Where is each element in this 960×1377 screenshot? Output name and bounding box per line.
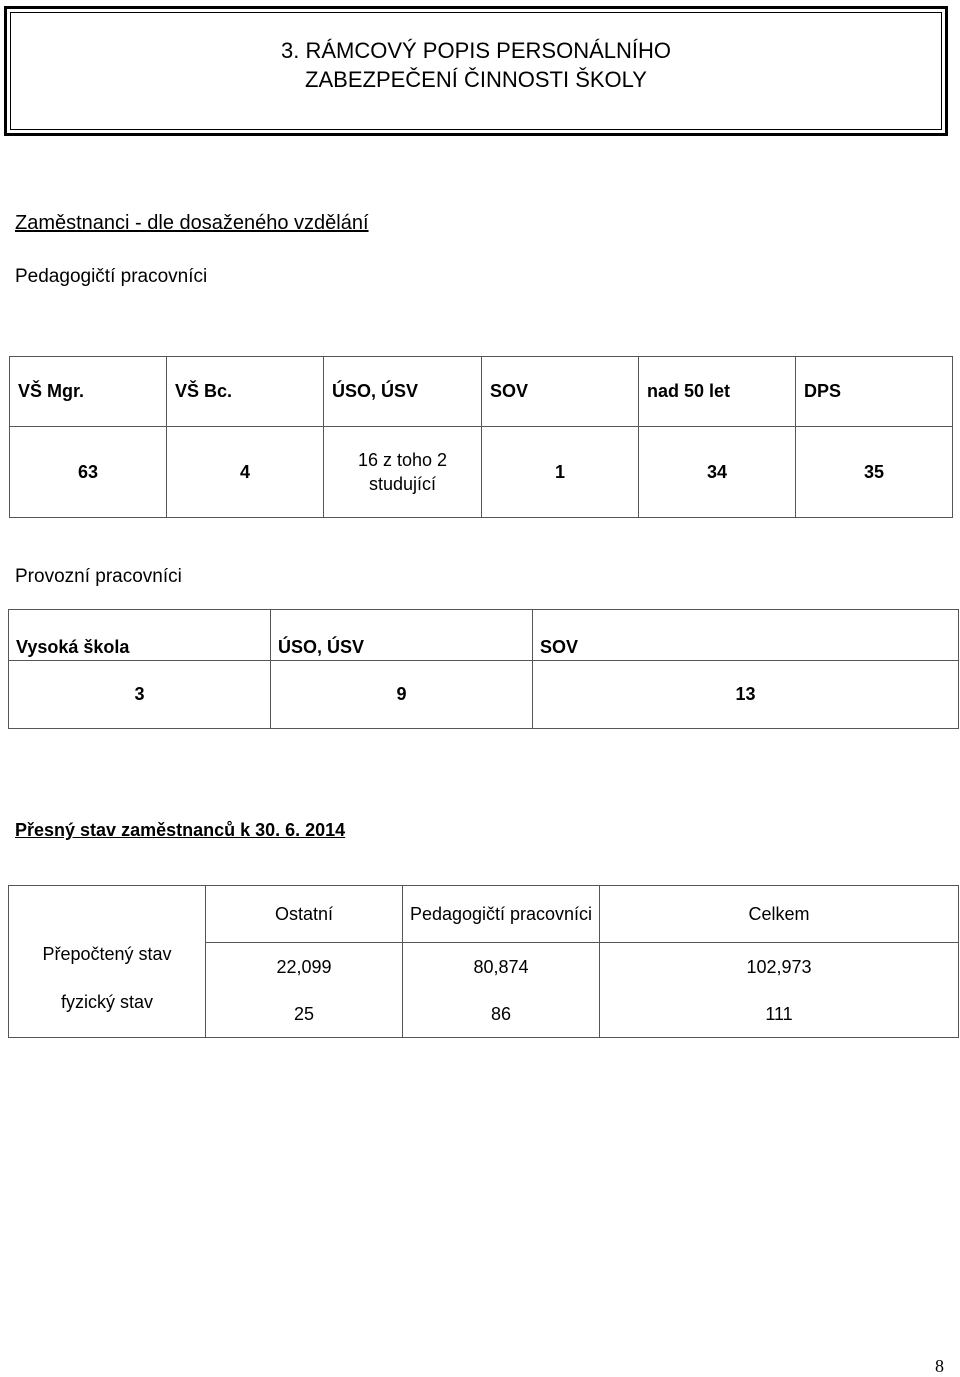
converted-pedagogical: 80,874 bbox=[403, 943, 600, 992]
value-studying-note: studující bbox=[368, 474, 437, 494]
section-heading: Zaměstnanci - dle dosaženého vzdělání bbox=[15, 212, 369, 234]
col-header-uso-usv: ÚSO, ÚSV bbox=[271, 610, 533, 661]
value-university: 3 bbox=[9, 661, 271, 729]
converted-total: 102,973 bbox=[600, 943, 959, 992]
value-over-50: 34 bbox=[639, 427, 796, 518]
title-line-1: 3. RÁMCOVÝ POPIS PERSONÁLNÍHO bbox=[281, 38, 671, 63]
col-header-university: Vysoká škola bbox=[9, 610, 271, 661]
title-line-2: ZABEZPEČENÍ ČINNOSTI ŠKOLY bbox=[305, 67, 647, 92]
exact-state-heading: Přesný stav zaměstnanců k 30. 6. 2014 bbox=[15, 820, 346, 840]
col-header-pedagogical: Pedagogičtí pracovníci bbox=[403, 886, 600, 943]
value-sov: 13 bbox=[533, 661, 959, 729]
value-uso-usv: 16 z toho 2 bbox=[357, 450, 448, 470]
col-header-uso-usv: ÚSO, ÚSV bbox=[324, 357, 482, 427]
col-header-vs-bc: VŠ Bc. bbox=[167, 357, 324, 427]
col-header-vs-mgr: VŠ Mgr. bbox=[10, 357, 167, 427]
value-uso-usv: 9 bbox=[271, 661, 533, 729]
operational-value-row bbox=[9, 661, 959, 729]
row-labels-cell bbox=[9, 886, 206, 1038]
col-header-sov: SOV bbox=[533, 610, 959, 661]
operational-table bbox=[8, 609, 959, 729]
title-inner-frame bbox=[10, 12, 942, 130]
row-label-physical: fyzický stav bbox=[60, 992, 153, 1012]
page-number: 8 bbox=[935, 1356, 944, 1376]
pedagogical-table bbox=[9, 356, 953, 518]
exact-state-table bbox=[8, 885, 959, 1038]
pedagogical-value-row bbox=[10, 427, 953, 518]
row-label-converted: Přepočtený stav bbox=[42, 944, 172, 964]
value-vs-bc: 4 bbox=[167, 427, 324, 518]
physical-total: 111 bbox=[600, 991, 959, 1038]
col-header-over-50: nad 50 let bbox=[639, 357, 796, 427]
value-uso-usv-cell bbox=[324, 427, 482, 518]
physical-pedagogical: 86 bbox=[403, 991, 600, 1038]
col-header-sov: SOV bbox=[482, 357, 639, 427]
physical-other: 25 bbox=[206, 991, 403, 1038]
title-box bbox=[4, 6, 948, 136]
converted-other: 22,099 bbox=[206, 943, 403, 992]
pedagogical-label: Pedagogičtí pracovníci bbox=[15, 266, 208, 287]
exact-state-header-row bbox=[9, 886, 959, 943]
col-header-total: Celkem bbox=[600, 886, 959, 943]
value-sov: 1 bbox=[482, 427, 639, 518]
operational-label: Provozní pracovníci bbox=[15, 566, 182, 587]
pedagogical-header-row bbox=[10, 357, 953, 427]
operational-header-row bbox=[9, 610, 959, 661]
col-header-dps: DPS bbox=[796, 357, 953, 427]
col-header-other: Ostatní bbox=[206, 886, 403, 943]
value-dps: 35 bbox=[796, 427, 953, 518]
value-vs-mgr: 63 bbox=[10, 427, 167, 518]
